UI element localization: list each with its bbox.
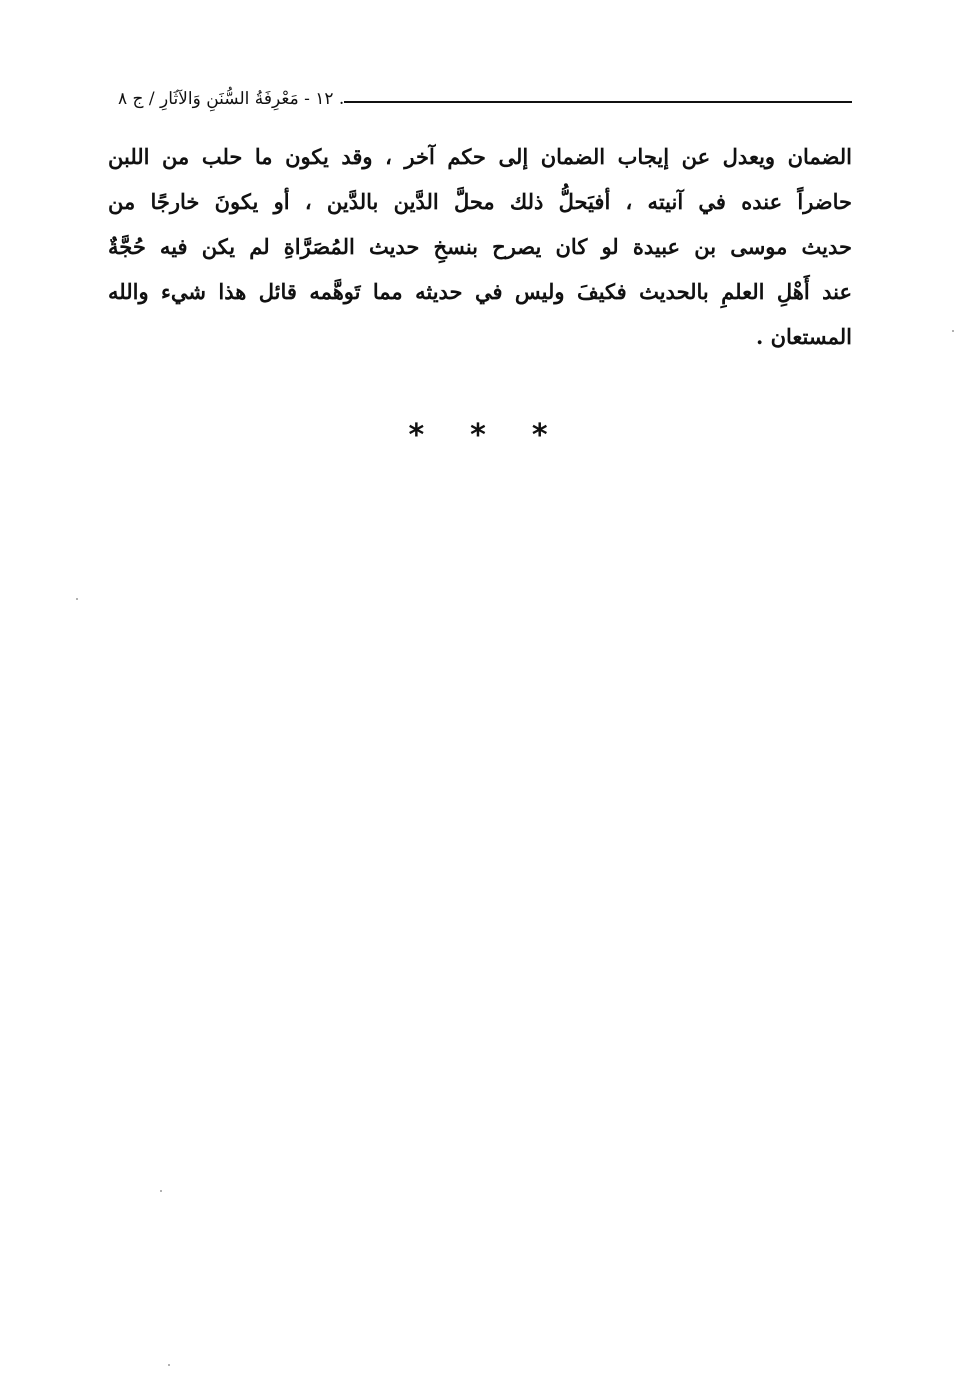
asterisk-ornament: * — [531, 418, 548, 453]
running-header — [108, 84, 852, 114]
scan-speck — [168, 1364, 170, 1366]
text-line: المستعان . — [755, 324, 852, 349]
text-line: الضمان ويعدل عن إيجاب الضمان إلى حكم آخر ، وقد يكون ما حلب من اللبن — [108, 144, 852, 169]
asterisk-ornament: * — [470, 418, 486, 453]
text-line: حاضراً عنده في آنيته ، أفيَحلُّ ذلك محلَّ الدَّين بالدَّين ، أو يكونَ خارجًا من — [108, 189, 852, 214]
body-paragraph — [108, 134, 852, 359]
asterisk-ornament: * — [408, 418, 425, 453]
header-title: . ١٢ - مَعْرِفَةُ السُّنَنِ وَالآثَارِ / ج ٨ — [118, 89, 345, 109]
section-separator — [0, 418, 956, 454]
text-line: حديث موسى بن عبيدة لو كان يصرح بنسخِ حديث المُصَرَّاةِ لم يكن فيه حُجَّةٌ — [108, 234, 852, 259]
scan-speck — [952, 330, 954, 332]
scan-speck — [76, 598, 78, 600]
scan-speck — [160, 1190, 162, 1192]
text-line: عند أَهْلِ العلمِ بالحديث فكيفَ وليس في حديثه مما تَوهَّمه قائل هذا شيء والله — [108, 279, 852, 304]
header-rule — [344, 101, 852, 103]
